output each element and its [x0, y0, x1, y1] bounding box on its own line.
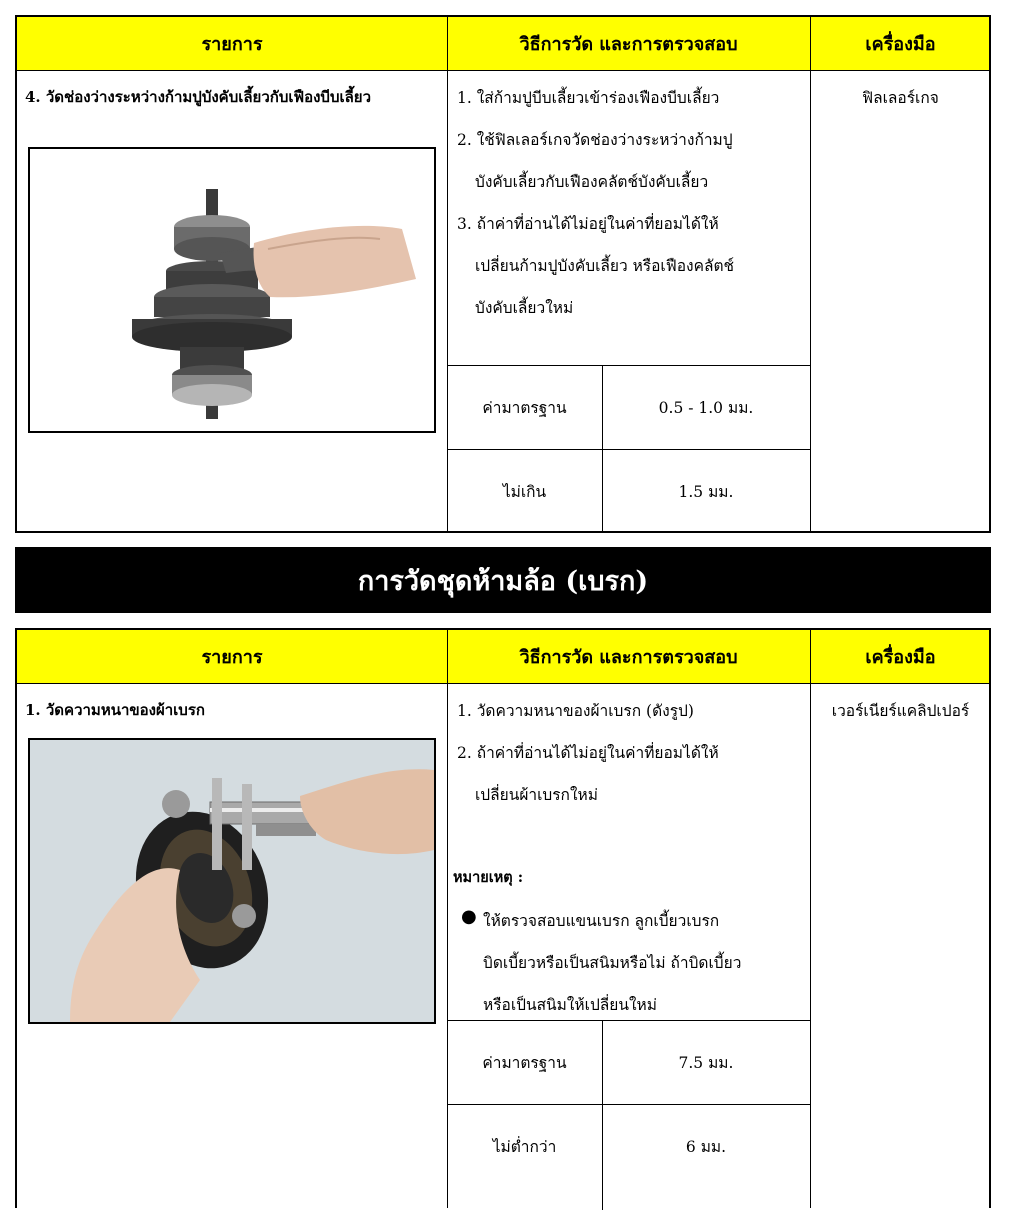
inspection-table-brake	[15, 628, 991, 1208]
spec-value: 6 มม.	[685, 1137, 727, 1156]
spec-label: ไม่ต่ำกว่า	[492, 1137, 557, 1156]
note-line: หรือเป็นสนิมให้เปลี่ยนใหม่	[483, 996, 657, 1014]
step-line: 3. ถ้าค่าที่อ่านได้ไม่อยู่ในค่าที่ยอมได้ให้	[457, 215, 719, 233]
step-line: เปลี่ยนผ้าเบรกใหม่	[475, 786, 598, 804]
spec-value: 1.5 มม.	[678, 482, 734, 501]
tool-name: ฟิลเลอร์เกจ	[862, 89, 939, 107]
spec-label: ค่ามาตรฐาน	[482, 398, 567, 417]
tool-name: เวอร์เนียร์แคลิปเปอร์	[831, 702, 970, 720]
header-tool: เครื่องมือ	[865, 34, 936, 55]
spec-value: 0.5 - 1.0 มม.	[658, 398, 754, 417]
header-item: รายการ	[201, 647, 263, 668]
spec-label: ไม่เกิน	[502, 482, 547, 501]
header-divider	[17, 70, 989, 71]
header-tool: เครื่องมือ	[865, 647, 936, 668]
spec-value: 7.5 มม.	[678, 1053, 734, 1072]
header-method: วิธีการวัด และการตรวจสอบ	[519, 647, 738, 668]
gear-feeler-gauge-photo	[28, 147, 436, 433]
step-line: 1. ใส่ก้ามปูบีบเลี้ยวเข้าร่องเฟืองบีบเลี้ยว	[457, 89, 720, 107]
step-line: 1. วัดความหนาของผ้าเบรก (ดังรูป)	[457, 702, 694, 720]
gear-shaft-illustration	[132, 189, 292, 419]
brake-caliper-photo	[28, 738, 436, 1024]
item-label: 4. วัดช่องว่างระหว่างก้ามปูบังคับเลี้ยวกับเฟืองบีบเลี้ยว	[25, 88, 372, 106]
spec-label: ค่ามาตรฐาน	[482, 1053, 567, 1072]
note-line: บิดเบี้ยวหรือเป็นสนิมหรือไม่ ถ้าบิดเบี้ยว	[483, 954, 742, 972]
step-line: 2. ถ้าค่าที่อ่านได้ไม่อยู่ในค่าที่ยอมได้ให้	[457, 744, 719, 762]
header-divider	[17, 683, 989, 684]
header-item: รายการ	[201, 34, 263, 55]
header-method: วิธีการวัด และการตรวจสอบ	[519, 34, 738, 55]
step-line: บังคับเลี้ยวกับเฟืองคลัตช์บังคับเลี้ยว	[475, 173, 709, 191]
note-line: ให้ตรวจสอบแขนเบรก ลูกเบี้ยวเบรก	[483, 912, 720, 930]
step-line: บังคับเลี้ยวใหม่	[475, 299, 574, 317]
step-line: เปลี่ยนก้ามปูบังคับเลี้ยว หรือเฟืองคลัตช์	[475, 257, 735, 275]
note-title: หมายเหตุ :	[453, 869, 524, 886]
section-title: การวัดชุดห้ามล้อ (เบรก)	[15, 547, 991, 613]
bullet-icon: ●	[461, 906, 477, 927]
inspection-table-steering	[15, 15, 991, 533]
step-line: 2. ใช้ฟิลเลอร์เกจวัดช่องว่างระหว่างก้ามปู	[457, 131, 733, 149]
item-label: 1. วัดความหนาของผ้าเบรก	[25, 701, 205, 719]
